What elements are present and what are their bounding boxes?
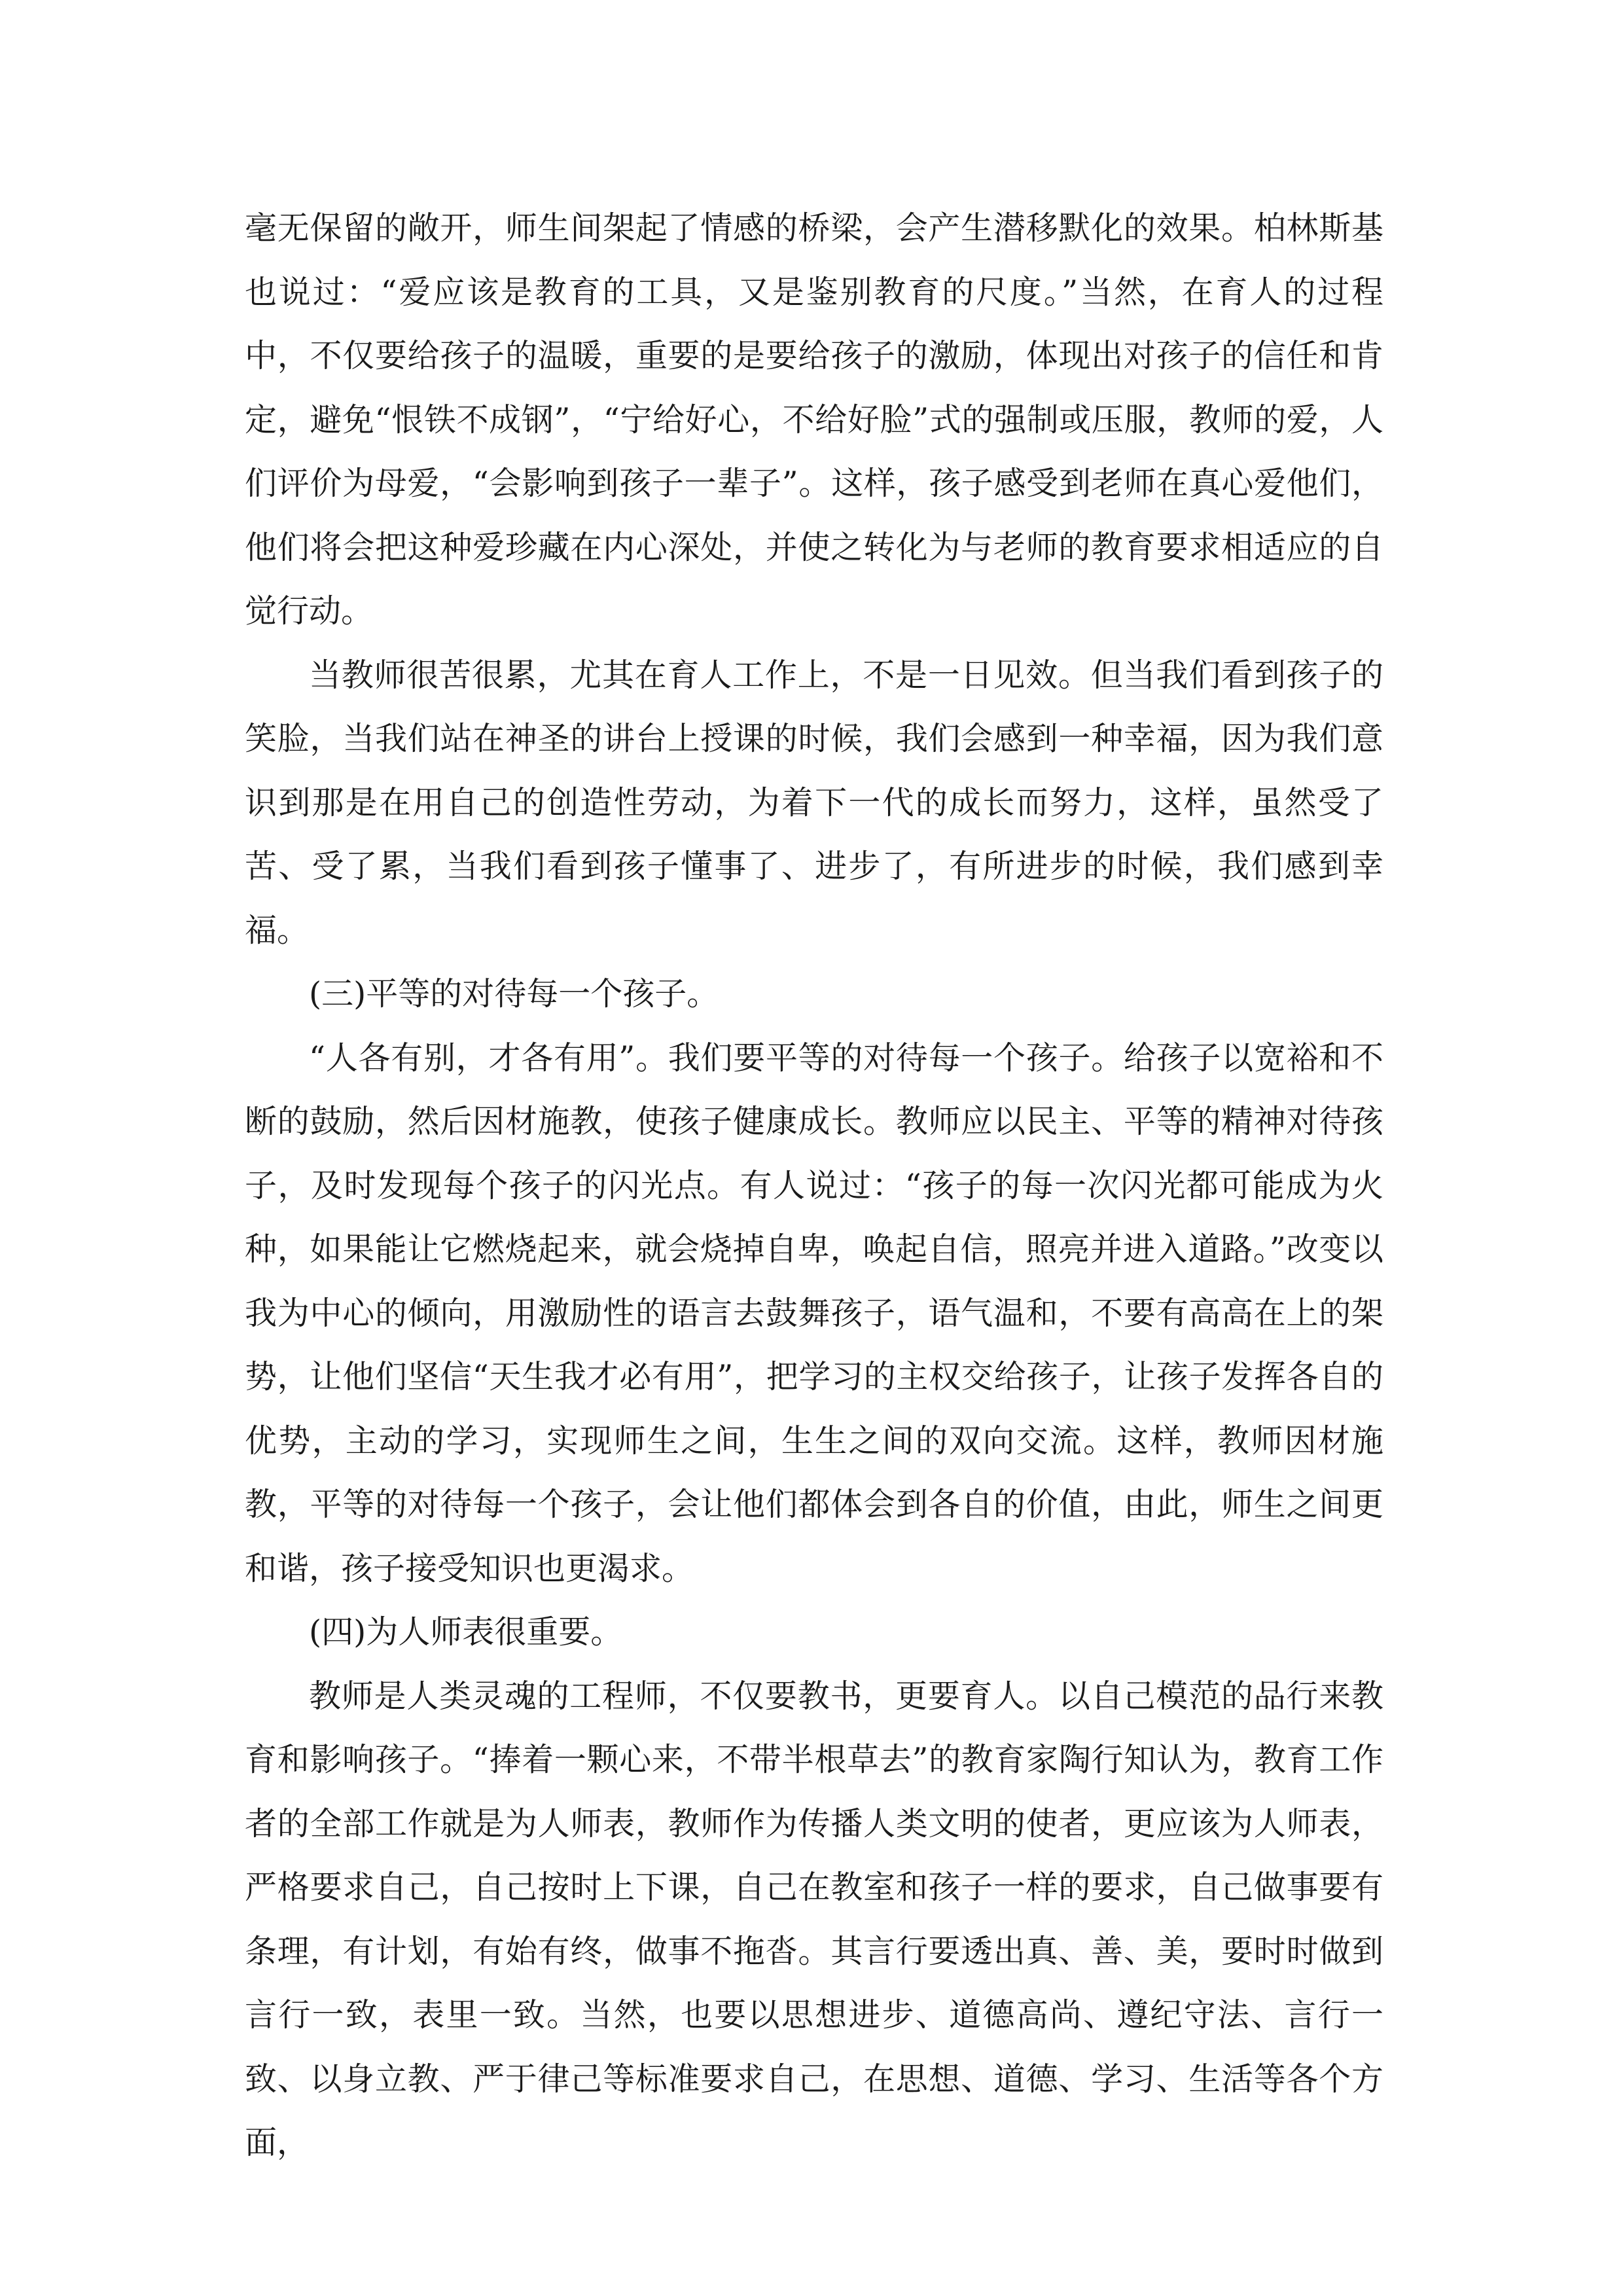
paragraph: 毫无保留的敞开，师生间架起了情感的桥梁，会产生潜移默化的效果。柏林斯基也说过：“爱应该是教育的工具，又是鉴别教育的尺度。”当然，在育人的过程中，不仅要给孩子的温暖，重要的是要给孩子的激励，体现出对孩子的信任和肯定，避免“恨铁不成钢”，“宁给好心，不给好脸”式的强制或压服，教师的爱，人们评价为母爱，“会影响到孩子一辈子”。这样，孩子感受到老师在真心爱他们，他们将会把这种爱珍藏在内心深处，并使之转化为与老师的教育要求相适应的自觉行动。 <box>245 209 1383 630</box>
paragraph: 当教师很苦很累，尤其在育人工作上，不是一日见效。但当我们看到孩子的笑脸，当我们站在神圣的讲台上授课的时候，我们会感到一种幸福，因为我们意识到那是在用自己的创造性劳动，为着下一代的成长而努力，这样，虽然受了苦、受了累，当我们看到孩子懂事了、进步了，有所进步的时候，我们感到幸福。 <box>245 656 1383 949</box>
paragraph: 教师是人类灵魂的工程师，不仅要教书，更要育人。以自己模范的品行来教育和影响孩子。“捧着一颗心来，不带半根草去”的教育家陶行知认为，教育工作者的全部工作就是为人师表，教师作为传播人类文明的使者，更应该为人师表，严格要求自己，自己按时上下课，自己在教室和孩子一样的要求，自己做事要有条理，有计划，有始有终，做事不拖沓。其言行要透出真、善、美，要时时做到言行一致，表里一致。当然，也要以思想进步、道德高尚、遵纪守法、言行一致、以身立教、严于律己等标准要求自己，在思想、道德、学习、生活等各个方面， <box>245 1677 1383 2161</box>
document-body <box>245 196 1383 2175</box>
section-heading: (四)为人师表很重要。 <box>309 1613 623 1651</box>
paragraph: “人各有别，才各有用”。我们要平等的对待每一个孩子。给孩子以宽裕和不断的鼓励，然后因材施教，使孩子健康成长。教师应以民主、平等的精神对待孩子，及时发现每个孩子的闪光点。有人说过：“孩子的每一次闪光都可能成为火种，如果能让它燃烧起来，就会烧掉自卑，唤起自信，照亮并进入道路。”改变以我为中心的倾向，用激励性的语言去鼓舞孩子，语气温和，不要有高高在上的架势，让他们坚信“天生我才必有用”，把学习的主权交给孩子，让孩子发挥各自的优势，主动的学习，实现师生之间，生生之间的双向交流。这样，教师因材施教，平等的对待每一个孩子，会让他们都体会到各自的价值，由此，师生之间更和谐，孩子接受知识也更渴求。 <box>245 1039 1383 1587</box>
section-heading: (三)平等的对待每一个孩子。 <box>309 975 719 1013</box>
